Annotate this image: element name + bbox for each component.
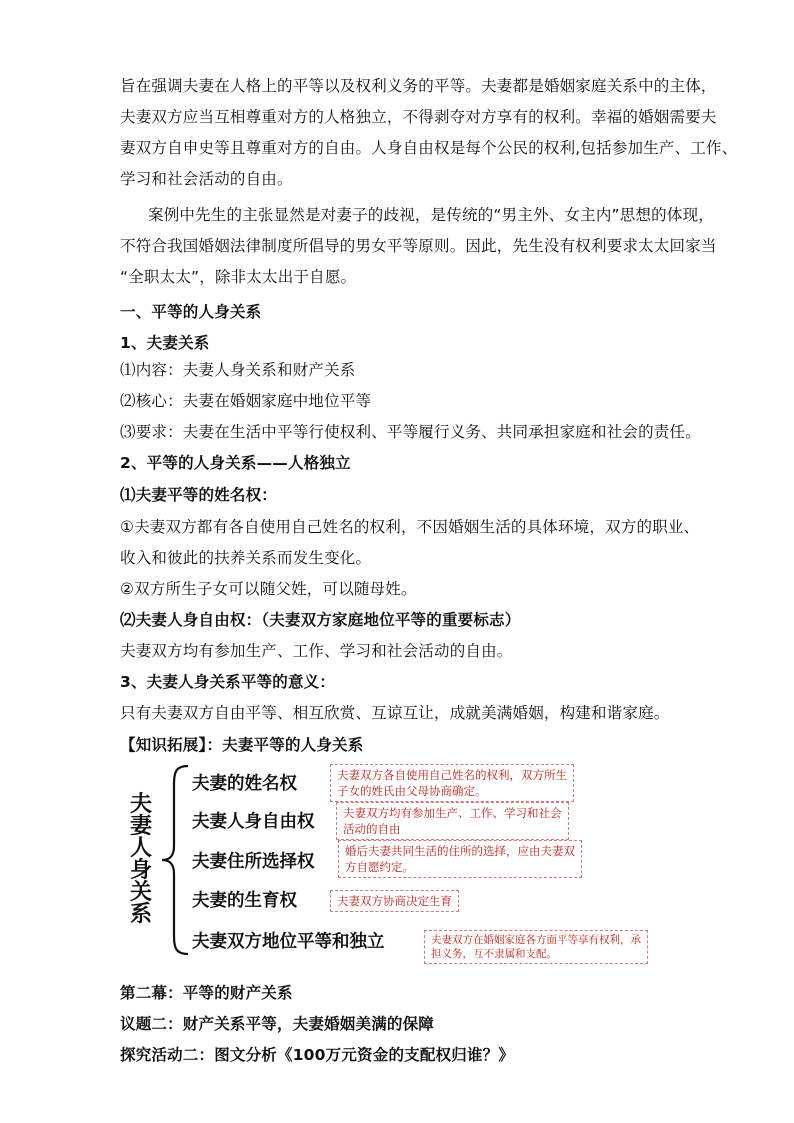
explore-text: 探究活动二：图文分析《100万元资金的支配权归谁？》 [120,1046,515,1064]
paragraph-line: 只有夫妻双方自由平等、相互欣赏、互谅互让，成就美满婚姻，构建和谐家庭。 [120,704,670,722]
list-item: 收入和彼此的扶养关系而发生变化。 [120,549,372,567]
paragraph-line: 夫妻双方应当互相尊重对方的人格独立，不得剥夺对方享有的权利。幸福的婚姻需要夫 [120,108,717,126]
paragraph-line: 旨在强调夫妻在人格上的平等以及权利义务的平等。夫妻都是婚姻家庭关系中的主体， [120,77,717,95]
brace-icon [154,760,194,960]
sub-heading: ⑴夫妻平等的姓名权： [120,486,278,504]
subsection-heading: 1、夫妻关系 [120,334,210,352]
paragraph-line: 学习和社会活动的自由。 [120,170,293,188]
root-char: 妻 [129,814,152,839]
diagram-item-personal-freedom: 夫妻人身自由权 [192,812,315,832]
list-item: ⑵核心：夫妻在婚姻家庭中地位平等 [120,392,372,410]
root-char: 人 [129,836,152,861]
diagram-item-name-right: 夫妻的姓名权 [192,774,297,794]
sub-heading: ⑵夫妻人身自由权：（夫妻双方家庭地位平等的重要标志） [120,611,521,629]
diagram-root-label [126,794,156,926]
diagram-item-residence-choice: 夫妻住所选择权 [192,852,315,872]
note-line: 夫妻双方在婚姻家庭各方面平等享有权利，承 [431,934,641,946]
note-line: 子女的姓氏由父母协商确定。 [337,784,487,798]
list-item: ⑴内容：夫妻人身关系和财产关系 [120,361,356,379]
diagram-note-reproduction [330,890,459,912]
note-line: 夫妻双方协商决定生育 [337,894,452,908]
knowledge-extension-heading: 【知识拓展】：夫妻平等的人身关系 [120,736,364,754]
paragraph-line: 案例中先生的主张显然是对妻子的歧视，是传统的“男主外、女主内”思想的体现， [148,206,714,224]
list-item: ⑶要求：夫妻在生活中平等行使权利、平等履行义务、共同承担家庭和社会的责任。 [120,423,701,441]
paragraph-line: 不符合我国婚姻法律制度所倡导的男女平等原则。因此，先生没有权利要求太太回家当 [120,237,717,255]
diagram-note-name-right [330,764,574,802]
paragraph-line: “全职太太”，除非太太出于自愿。 [120,268,357,286]
list-item: ②双方所生子女可以随父姓，可以随母姓。 [120,580,417,598]
subsection-heading: 2、平等的人身关系——人格独立 [120,454,351,472]
diagram-note-residence-choice [338,840,582,878]
act-heading: 第二幕：平等的财产关系 [120,984,293,1002]
root-char: 夫 [129,792,152,817]
note-line: 方自愿约定。 [345,860,414,874]
note-line: 担义务，互不隶属和支配。 [431,948,557,960]
note-line: 婚后夫妻共同生活的住所的选择，应由夫妻双 [345,844,575,858]
root-char: 身 [129,858,152,883]
diagram-note-personal-freedom [336,802,569,840]
explore-heading [120,1045,514,1065]
root-char: 系 [129,902,152,927]
diagram-note-equal-status [424,930,648,964]
diagram-item-equal-status: 夫妻双方地位平等和独立 [192,932,385,952]
subsection-heading: 3、夫妻人身关系平等的意义： [120,673,336,691]
root-char: 关 [129,880,152,905]
relationship-diagram [118,760,718,960]
note-line: 夫妻双方各自使用自己姓名的权利，双方所生 [337,768,567,782]
paragraph-line: 夫妻双方均有参加生产、工作、学习和社会活动的自由。 [120,642,513,660]
note-line: 活动的自由 [343,822,401,836]
note-line: 夫妻双方均有参加生产、工作、学习和社会 [343,806,562,820]
paragraph-line: 妻双方自申史等且尊重对方的自由。人身自由权是每个公民的权利,包括参加生产、工作、 [120,139,738,157]
diagram-item-reproduction: 夫妻的生育权 [192,891,297,911]
topic-heading: 议题二：财产关系平等，夫妻婚姻美满的保障 [120,1015,435,1033]
list-item: ①夫妻双方都有各自使用自己姓名的权利，不因婚姻生活的具体环境，双方的职业、 [120,518,700,536]
section-heading: 一、平等的人身关系 [120,303,262,321]
